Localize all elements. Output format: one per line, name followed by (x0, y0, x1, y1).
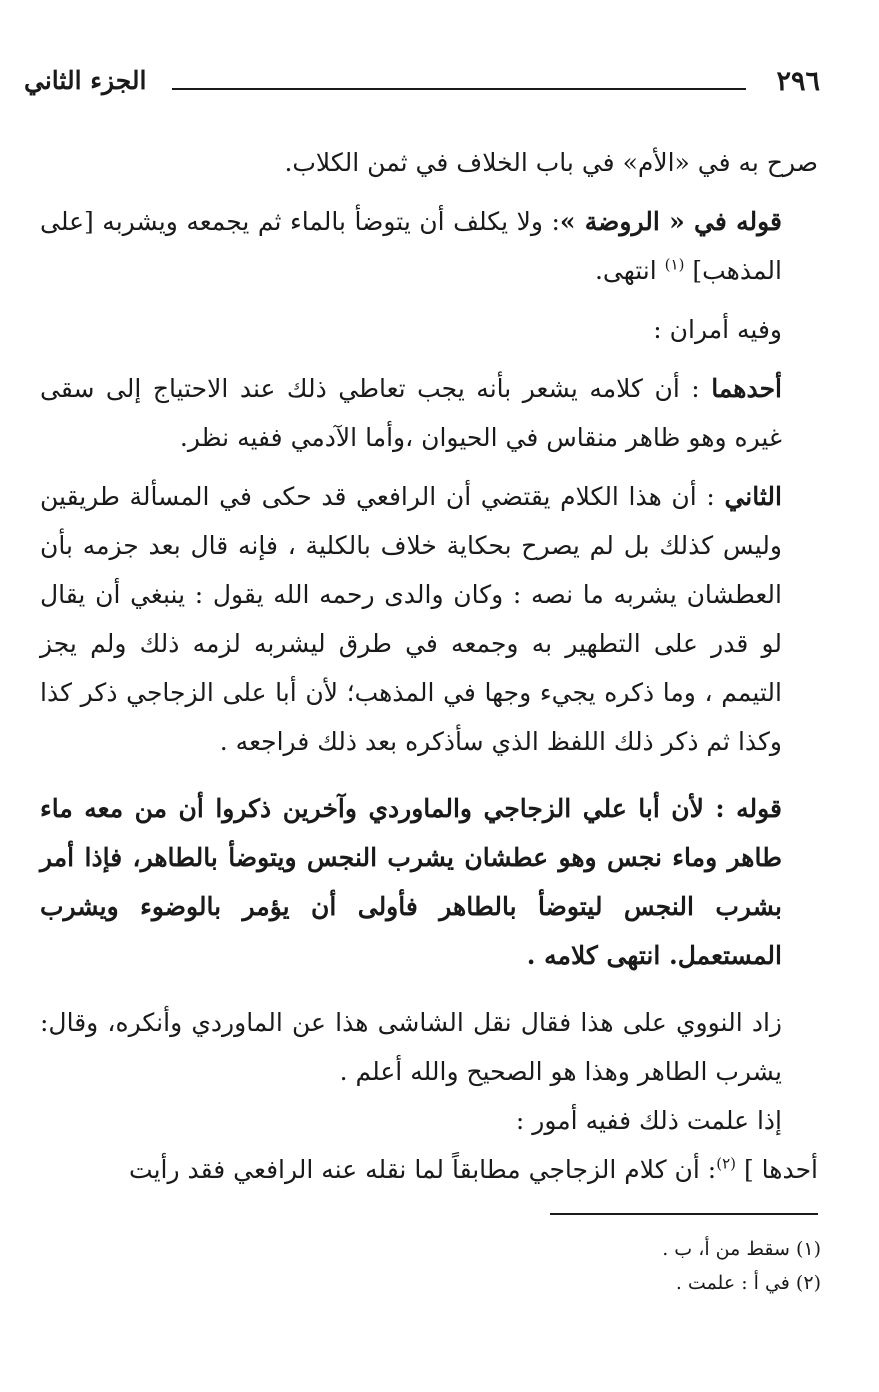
footnote-ref: (٢) (716, 1154, 737, 1173)
paragraph-text: وفيه أمران : (653, 315, 782, 344)
footnote-rule (550, 1213, 818, 1215)
paragraph (40, 305, 818, 354)
paragraph (40, 197, 818, 295)
paragraph (40, 364, 818, 462)
paragraph-text: أحدها ] (743, 1155, 818, 1184)
paragraph-text: إذا علمت ذلك ففيه أمور : (515, 1106, 782, 1135)
paragraph-text: زاد النووي على هذا فقال نقل الشاشى هذا عن الماوردي وأنكره، وقال: يشرب الطاهر وهذا هو الصحيح والله أعلم . (40, 1008, 782, 1086)
page-number: ٢٩٦ (776, 66, 820, 97)
page-header (24, 66, 820, 106)
paragraph-text: : ولا يكلف أن يتوضأ بالماء ثم يجمعه ويشربه [على المذهب] (40, 207, 782, 285)
footnote-ref: (١) (664, 255, 685, 274)
paragraph-bold (40, 784, 818, 980)
paragraph-text: قوله : لأن أبا علي الزجاجي والماوردي وآخرين ذكروا أن من معه ماء طاهر وماء نجس وهو عطشان يشرب النجس ويتوضأ بالطاهر، فإذا أمر بشرب النجس ليتوضأ بالطاهر فأولى أن يؤمر بالوضوء ويشرب المستعمل. انتهى كلامه . (40, 794, 783, 970)
footnote: (١) سقط من أ، ب . (662, 1238, 821, 1260)
main-text (40, 138, 818, 1194)
paragraph (40, 1096, 818, 1145)
footnote: (٢) في أ : علمت . (675, 1272, 821, 1294)
paragraph-text: : أن كلام الزجاجي مطابقاً لما نقله عنه الرافعي فقد رأيت (129, 1155, 717, 1184)
lead-phrase: أحدهما (711, 374, 782, 403)
paragraph (40, 472, 818, 766)
paragraph-text: : أن كلامه يشعر بأنه يجب تعاطي ذلك عند الاحتياج إلى سقى غيره وهو ظاهر منقاس في الحيوان ،وأما الآدمي ففيه نظر. (40, 374, 782, 452)
lead-phrase: قوله في « الروضة » (559, 207, 782, 236)
footnotes (321, 1232, 821, 1300)
running-title: الجزء الثاني (24, 66, 147, 95)
paragraph-text: صرح به في «الأم» في باب الخلاف في ثمن الكلاب. (284, 148, 818, 177)
lead-phrase: الثاني (724, 482, 782, 511)
paragraph (40, 1145, 818, 1194)
paragraph-text: : أن هذا الكلام يقتضي أن الرافعي قد حكى في المسألة طريقين وليس كذلك بل لم يصرح بحكاية خلاف بالكلية ، فإنه قال بعد جزمه بأن العطشان يشربه ما نصه : وكان والدى رحمه الله يقول : ينبغي أن يقال لو قدر على التطهير به وجمعه في طرق ليشربه لزمه ذلك ولم يجز التيمم ، وما ذكره يجيء وجها في المذهب؛ لأن أبا على الزجاجي ذكر كذا وكذا ثم ذكر ذلك اللفظ الذي سأذكره بعد ذلك فراجعه . (40, 482, 782, 756)
paragraph (40, 998, 818, 1096)
header-rule (172, 88, 746, 90)
paragraph (40, 138, 818, 187)
paragraph-text: انتهى. (594, 256, 665, 285)
